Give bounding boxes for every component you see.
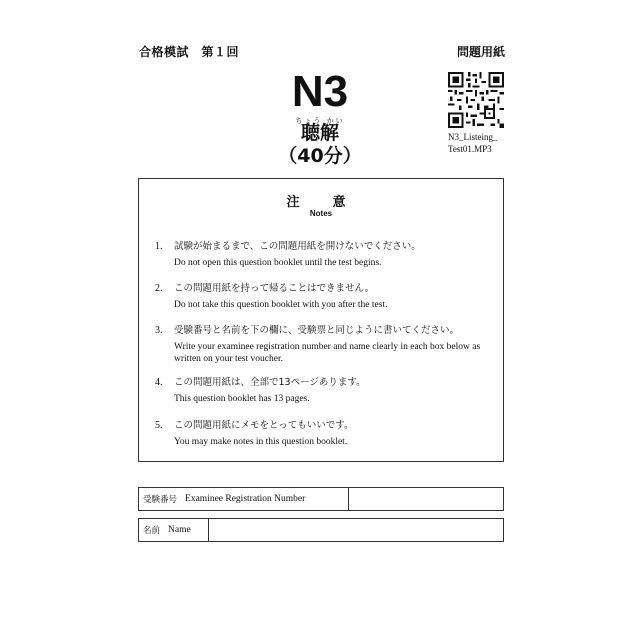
level-title: N3 xyxy=(291,67,349,116)
notes-title: 注 意 xyxy=(286,195,356,210)
note-text-ja: 受験番号と名前を下の欄に、受験票と同じように書いてください。 xyxy=(174,325,460,336)
note-text-ja: 試験が始まるまで、この問題用紙を開けないでください。 xyxy=(174,241,421,252)
notes-subtitle: Notes xyxy=(309,209,333,218)
note-text-en: Write your examinee registration number and name clearly in each box below as written on your test voucher. xyxy=(174,342,481,364)
registration-number-row xyxy=(138,487,504,511)
note-text-ja: この問題用紙にメモをとってもいいです。 xyxy=(174,420,354,431)
registration-label-en: Examinee Registration Number xyxy=(185,494,306,504)
registration-number-field[interactable] xyxy=(349,488,503,510)
registration-label-ja: 受験番号 xyxy=(143,495,178,505)
note-text-ja: この問題用紙は、全部で13ページあります。 xyxy=(174,377,366,388)
duration-label: （40分） xyxy=(278,145,362,167)
booklet-label: 問題用紙 xyxy=(456,45,505,59)
name-label xyxy=(139,519,209,541)
note-number: 4. xyxy=(155,377,163,388)
audio-filename-line2: Test01.MP3 xyxy=(448,144,492,154)
note-text-en: You may make notes in this question booklet. xyxy=(174,437,348,447)
note-number: 3. xyxy=(155,325,163,336)
note-text-en: This question booklet has 13 pages. xyxy=(174,394,310,404)
registration-number-label xyxy=(139,488,349,510)
name-row xyxy=(138,518,504,542)
exam-label: 合格模試 第１回 xyxy=(139,45,240,59)
note-number: 2. xyxy=(155,283,163,294)
note-text-en: Do not open this question booklet until the test begins. xyxy=(174,258,382,268)
name-label-en: Name xyxy=(168,525,191,535)
name-label-ja: 名前 xyxy=(143,526,161,536)
audio-filename-line1: N3_Listeing_ xyxy=(448,132,498,142)
subject-reading: ちょう かい xyxy=(295,117,345,125)
qr-code-icon xyxy=(448,72,504,128)
subject-title: 聴解 xyxy=(300,122,339,144)
notes-box xyxy=(138,178,504,462)
audio-filename xyxy=(448,131,528,155)
name-field[interactable] xyxy=(209,519,503,541)
note-text-ja: この問題用紙を持って帰ることはできません。 xyxy=(174,283,375,294)
note-number: 5. xyxy=(155,420,163,431)
note-number: 1. xyxy=(155,241,163,252)
note-text-en: Do not take this question booklet with you after the test. xyxy=(174,300,388,310)
